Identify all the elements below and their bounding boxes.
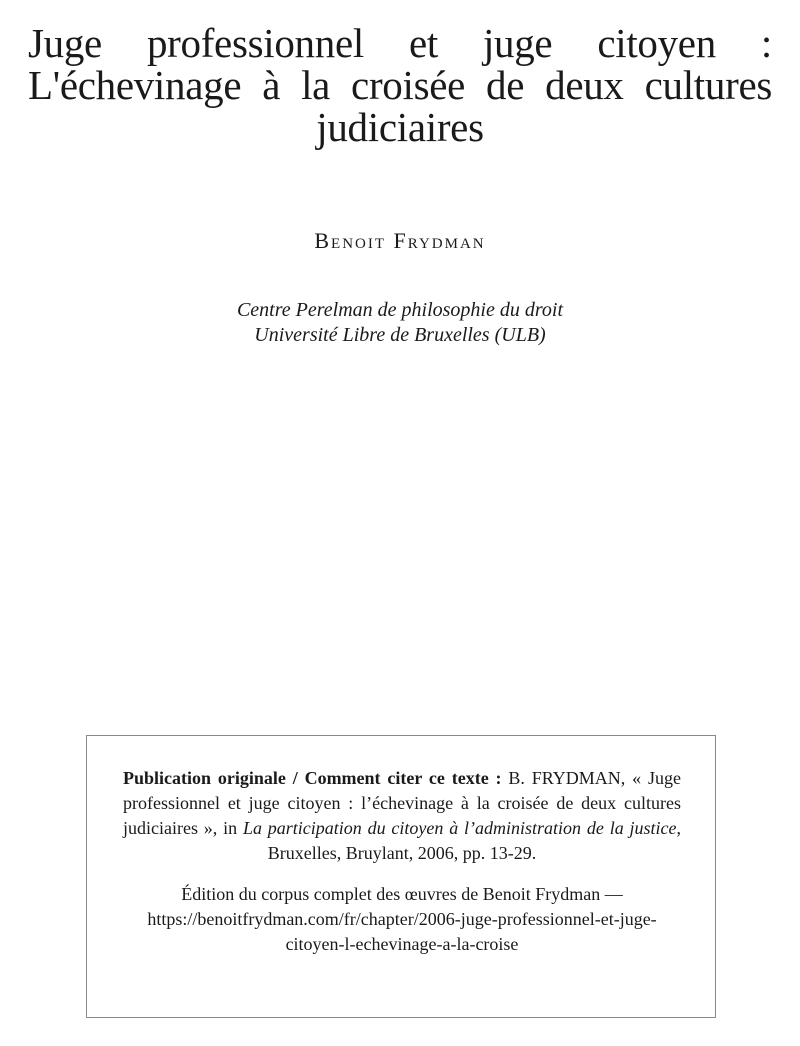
document-title [28, 22, 772, 148]
affiliation-line-2: Université Libre de Bruxelles (ULB) [254, 324, 546, 346]
citation-book-title: La participation du citoyen à l’administration de la justice [242, 818, 677, 838]
title-line-2: L'échevinage à la croisée de deux cultures [28, 62, 772, 108]
citation-box [86, 735, 716, 1018]
citation-label: Publication originale / Comment citer ce texte : [123, 768, 502, 788]
corpus-paragraph [123, 882, 681, 957]
affiliation [0, 298, 800, 348]
title-line-1: Juge professionnel et juge citoyen : [28, 20, 772, 66]
corpus-url-link[interactable]: https://benoitfrydman.com/fr/chapter/2006-juge-professionnel-et-juge-citoyen-l-echevinage-a-la-croise [147, 909, 657, 954]
author-name: Benoit Frydman [314, 228, 486, 253]
citation-text-after: , Bruxelles, Bruylant, 2006, pp. 13-29. [267, 818, 681, 863]
title-line-3: judiciaires [316, 104, 484, 150]
citation-paragraph [123, 766, 681, 866]
affiliation-line-1: Centre Perelman de philosophie du droit [236, 299, 564, 321]
corpus-text: Édition du corpus complet des œuvres de Benoit Frydman — [181, 884, 623, 904]
citation-text-before: B. FRYDMAN, « Juge professionnel et juge citoyen : l’échevinage à la croisée de deux cultures judiciaires », in [123, 768, 681, 838]
